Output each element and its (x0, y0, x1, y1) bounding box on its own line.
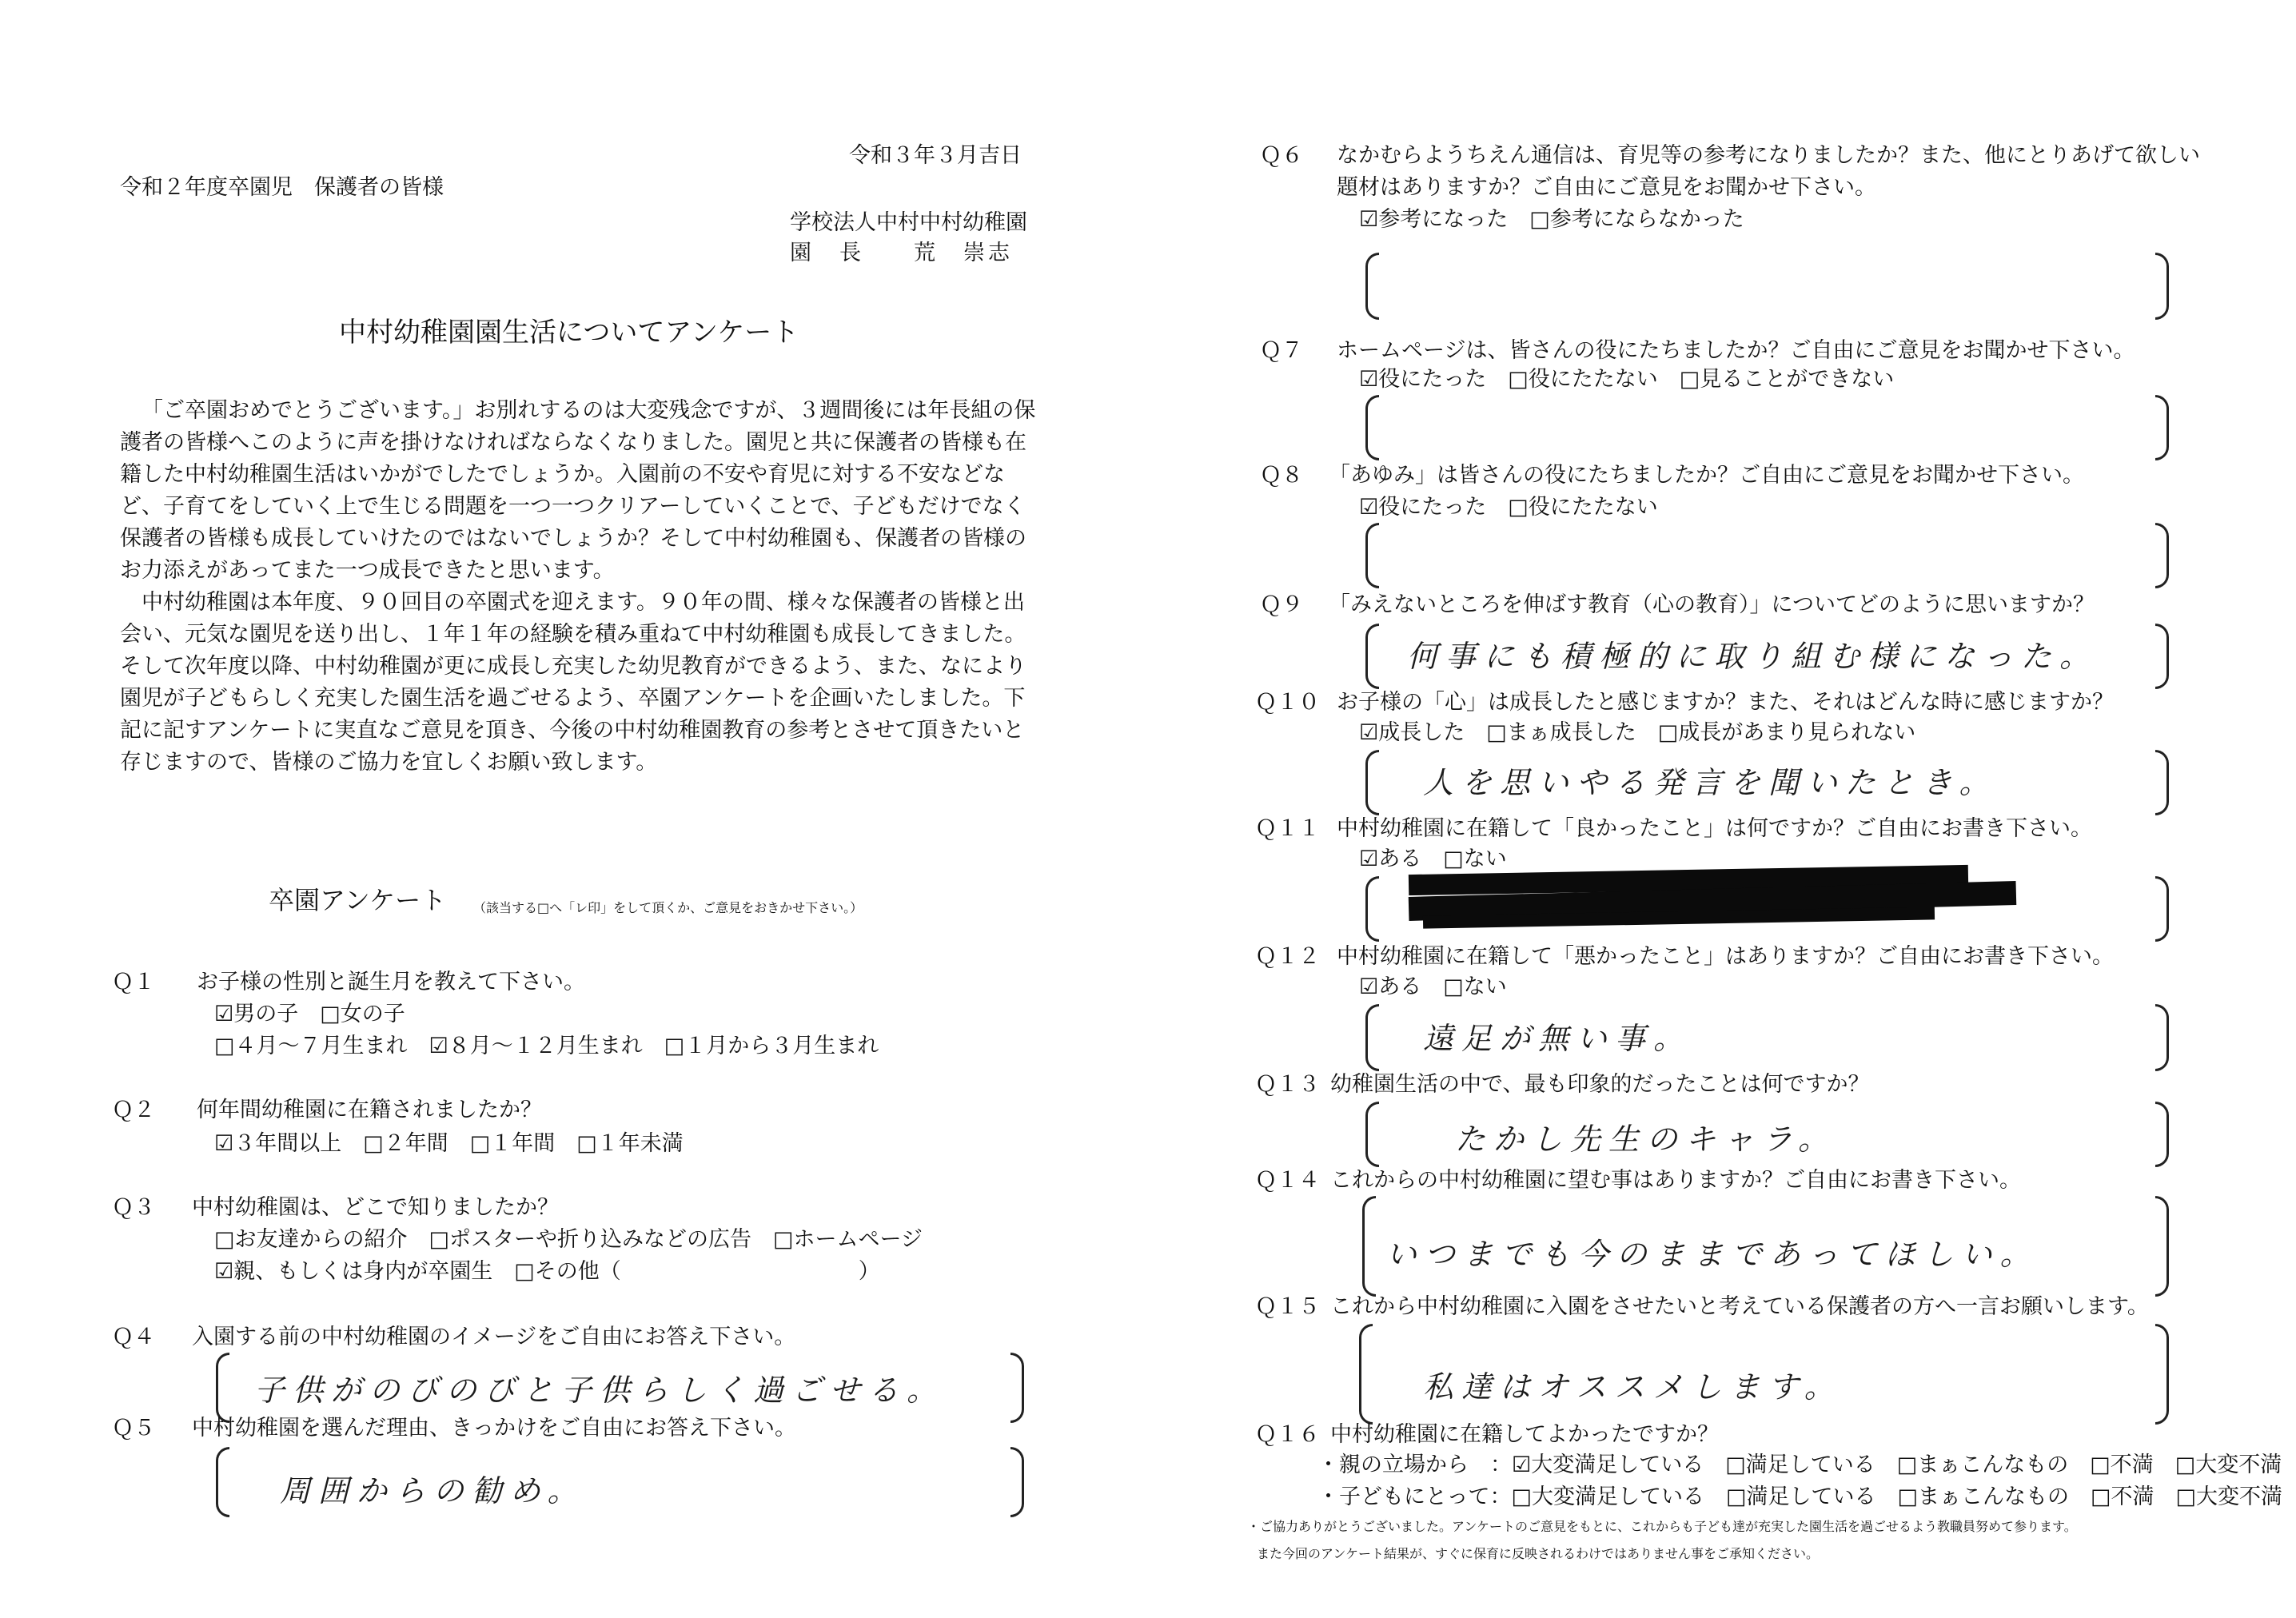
q9-bracket-left (1365, 624, 1379, 689)
q8-question: 「あゆみ」は皆さんの役にたちましたか？ご自由にご意見をお聞かせ下さい。 (1329, 463, 2084, 488)
org-name: 学校法人中村中村幼稚園 (790, 210, 1027, 235)
footer-line-2: また今回のアンケート結果が、すぐに保育に反映されるわけではありません事をご承知ください。 (1257, 1546, 1820, 1561)
q6-bracket-right (2155, 253, 2169, 320)
q5-number: Ｑ５ (112, 1416, 155, 1441)
q4-number: Ｑ４ (112, 1325, 155, 1349)
q14-question: これからの中村幼稚園に望む事はありますか？ご自由にお書き下さい。 (1330, 1168, 2021, 1193)
q14-number: Ｑ１４ (1255, 1168, 1320, 1193)
q12-bracket-right (2155, 1004, 2169, 1071)
intro-paragraph-2: 中村幼稚園は本年度、９０回目の卒園式を迎えます。９０年の間、様々な保護者の皆様と出会い、元気な園児を送り出し、１年１年の経験を積み重ねて中村幼稚園も成長してきました。そして次年度以降、中村幼稚園が更に成長し充実した幼児教育ができるよう、また、なにより園児が子どもらしく充実した園生活を過ごせるよう、卒園アンケートを企画いたしました。下記に記すアンケートに実直なご意見を頂き、今後の中村幼稚園教育の参考とさせて頂きたいと存じますので、皆様のご協力を宜しくお願い致します。 (120, 590, 1026, 775)
q5-question: 中村幼稚園を選んだ理由、きっかけをご自由にお答え下さい。 (192, 1416, 796, 1441)
q7-number: Ｑ７ (1260, 338, 1303, 363)
q15-question: これから中村幼稚園に入園をさせたいと考えている保護者の方へ一言お願いします。 (1330, 1294, 2149, 1319)
intro-paragraph-1: 「ご卒園おめでとうございます。」お別れするのは大変残念ですが、３週間後には年長組の保護者の皆様へこのように声を掛けなければならなくなりました。園児と共に保護者の皆様も在籍した中村幼稚園生活はいかがでしたでしょうか。入園前の不安や育児に対する不安などなど、子育てをしていく上で生じる問題を一つ一つクリアーしていくことで、子どもだけでなく保護者の皆様も成長していけたのではないでしょうか？そして中村幼稚園も、保護者の皆様のお力添えがあってまた一つ成長できたと思います。 (120, 398, 1036, 583)
footer-line-1: ・ご協力ありがとうございました。アンケートのご意見をもとに、これからも子ども達が充実した園生活を過ごせるよう教職員努めて参ります。 (1247, 1519, 2077, 1534)
q12-answer[interactable]: 遠足が無い事。 (1423, 1021, 1692, 1056)
q6-bracket-left (1365, 253, 1379, 320)
page-title: 中村幼稚園園生活についてアンケート (339, 317, 799, 349)
q13-question: 幼稚園生活の中で、最も印象的だったことは何ですか？ (1330, 1072, 1870, 1097)
q12-options[interactable]: ☑ある □ない (1359, 974, 1507, 999)
q11-question: 中村幼稚園に在籍して「良かったこと」は何ですか？ご自由にお書き下さい。 (1337, 816, 2092, 841)
q10-options[interactable]: ☑成長した □まぁ成長した □成長があまり見られない (1359, 720, 1916, 745)
q14-bracket-right (2155, 1196, 2169, 1297)
q5-bracket-left (216, 1447, 229, 1517)
q9-bracket-right (2155, 624, 2169, 689)
q9-number: Ｑ９ (1260, 592, 1303, 617)
date-line: 令和３年３月吉日 (849, 143, 1022, 168)
intro-text (120, 395, 1039, 779)
q3-options-row2[interactable]: ☑親、もしくは身内が卒園生 □その他（ ） (214, 1259, 880, 1284)
q3-question: 中村幼稚園は、どこで知りましたか？ (192, 1195, 559, 1220)
principal-name: 園 長 荒 崇志 (790, 241, 1013, 265)
q13-number: Ｑ１３ (1255, 1072, 1320, 1097)
q10-number: Ｑ１０ (1255, 690, 1320, 715)
q8-number: Ｑ８ (1260, 463, 1303, 488)
q7-options[interactable]: ☑役にたった □役にたたない □見ることができない (1359, 367, 1895, 392)
q9-question: 「みえないところを伸ばす教育（心の教育）」についてどのように思いますか？ (1329, 592, 2095, 617)
q6-question-line2: 題材はありますか？ご自由にご意見をお聞かせ下さい。 (1337, 175, 1876, 200)
q4-bracket-right (1010, 1353, 1024, 1423)
q6-options[interactable]: ☑参考になった □参考にならなかった (1359, 207, 1744, 232)
q8-bracket-right (2155, 523, 2169, 588)
q1-question: お子様の性別と誕生月を教えて下さい。 (197, 970, 585, 994)
q16-child-options[interactable]: ・子どもにとって：□大変満足している □満足している □まぁこんなもの □不満 □大変不満 (1317, 1484, 2283, 1509)
q2-options[interactable]: ☑３年間以上 □２年間 □１年間 □１年未満 (214, 1131, 684, 1156)
q8-options[interactable]: ☑役にたった □役にたたない (1359, 495, 1658, 520)
q13-answer[interactable]: たかし先生のキャラ。 (1455, 1122, 1836, 1157)
q11-number: Ｑ１１ (1255, 816, 1320, 841)
q14-bracket-left (1362, 1196, 1376, 1297)
q7-bracket-left (1365, 395, 1379, 460)
q7-question: ホームページは、皆さんの役にたちましたか？ご自由にご意見をお聞かせ下さい。 (1337, 338, 2135, 363)
q6-number: Ｑ６ (1260, 143, 1303, 168)
q1-birth-month-options[interactable]: □４月〜７月生まれ ☑８月〜１２月生まれ □１月から３月生まれ (214, 1034, 879, 1058)
q11-options[interactable]: ☑ある □ない (1359, 847, 1507, 871)
q7-bracket-right (2155, 395, 2169, 460)
q3-options-row1[interactable]: □お友達からの紹介 □ポスターや折り込みなどの広告 □ホームページ (214, 1227, 923, 1252)
q15-bracket-left (1359, 1324, 1373, 1425)
q15-answer[interactable]: 私達はオススメします。 (1423, 1369, 1843, 1405)
q4-bracket-left (216, 1353, 229, 1423)
q16-number: Ｑ１６ (1255, 1422, 1320, 1447)
q14-answer[interactable]: いつまでも今のままであってほしい。 (1386, 1237, 2039, 1272)
q12-number: Ｑ１２ (1255, 944, 1320, 969)
q15-bracket-right (2155, 1324, 2169, 1425)
q11-bracket-right (2155, 876, 2169, 942)
q15-number: Ｑ１５ (1255, 1294, 1320, 1319)
q16-question: 中村幼稚園に在籍してよかったですか？ (1330, 1422, 1719, 1447)
recipient-line: 令和２年度卒園児 保護者の皆様 (120, 175, 444, 200)
q1-gender-options[interactable]: ☑男の子 □女の子 (214, 1002, 405, 1026)
survey-heading: 卒園アンケート (269, 885, 447, 915)
q2-question: 何年間幼稚園に在籍されましたか？ (197, 1098, 542, 1122)
q16-parent-options[interactable]: ・親の立場から ：☑大変満足している □満足している □まぁこんなもの □不満 □大変不満 (1317, 1453, 2282, 1477)
q12-bracket-left (1365, 1004, 1379, 1071)
survey-note: （該当する□へ「レ印」をして頂くか、ご意見をおきかせ下さい。） (473, 900, 863, 915)
q6-question: なかむらようちえん通信は、育児等の参考になりましたか？また、他にとりあげて欲しい (1337, 143, 2200, 168)
q12-question: 中村幼稚園に在籍して「悪かったこと」はありますか？ご自由にお書き下さい。 (1337, 944, 2114, 969)
q10-question: お子様の「心」は成長したと感じますか？また、それはどんな時に感じますか？ (1337, 690, 2114, 715)
q9-answer[interactable]: 何事にも積極的に取り組む様になった。 (1407, 639, 2099, 674)
q13-bracket-left (1365, 1102, 1379, 1167)
q5-answer[interactable]: 周囲からの勧め。 (280, 1473, 586, 1508)
q10-answer[interactable]: 人を思いやる発言を聞いたとき。 (1423, 765, 1998, 800)
q10-bracket-left (1365, 750, 1379, 815)
q3-number: Ｑ３ (112, 1195, 155, 1220)
q11-bracket-left (1365, 876, 1379, 942)
q8-bracket-left (1365, 523, 1379, 588)
q4-answer[interactable]: 子供がのびのびと子供らしく過ごせる。 (254, 1373, 946, 1408)
q13-bracket-right (2155, 1102, 2169, 1167)
q5-bracket-right (1010, 1447, 1024, 1517)
q10-bracket-right (2155, 750, 2169, 815)
q2-number: Ｑ２ (112, 1098, 155, 1122)
q4-question: 入園する前の中村幼稚園のイメージをご自由にお答え下さい。 (192, 1325, 796, 1349)
q1-number: Ｑ１ (112, 970, 155, 994)
